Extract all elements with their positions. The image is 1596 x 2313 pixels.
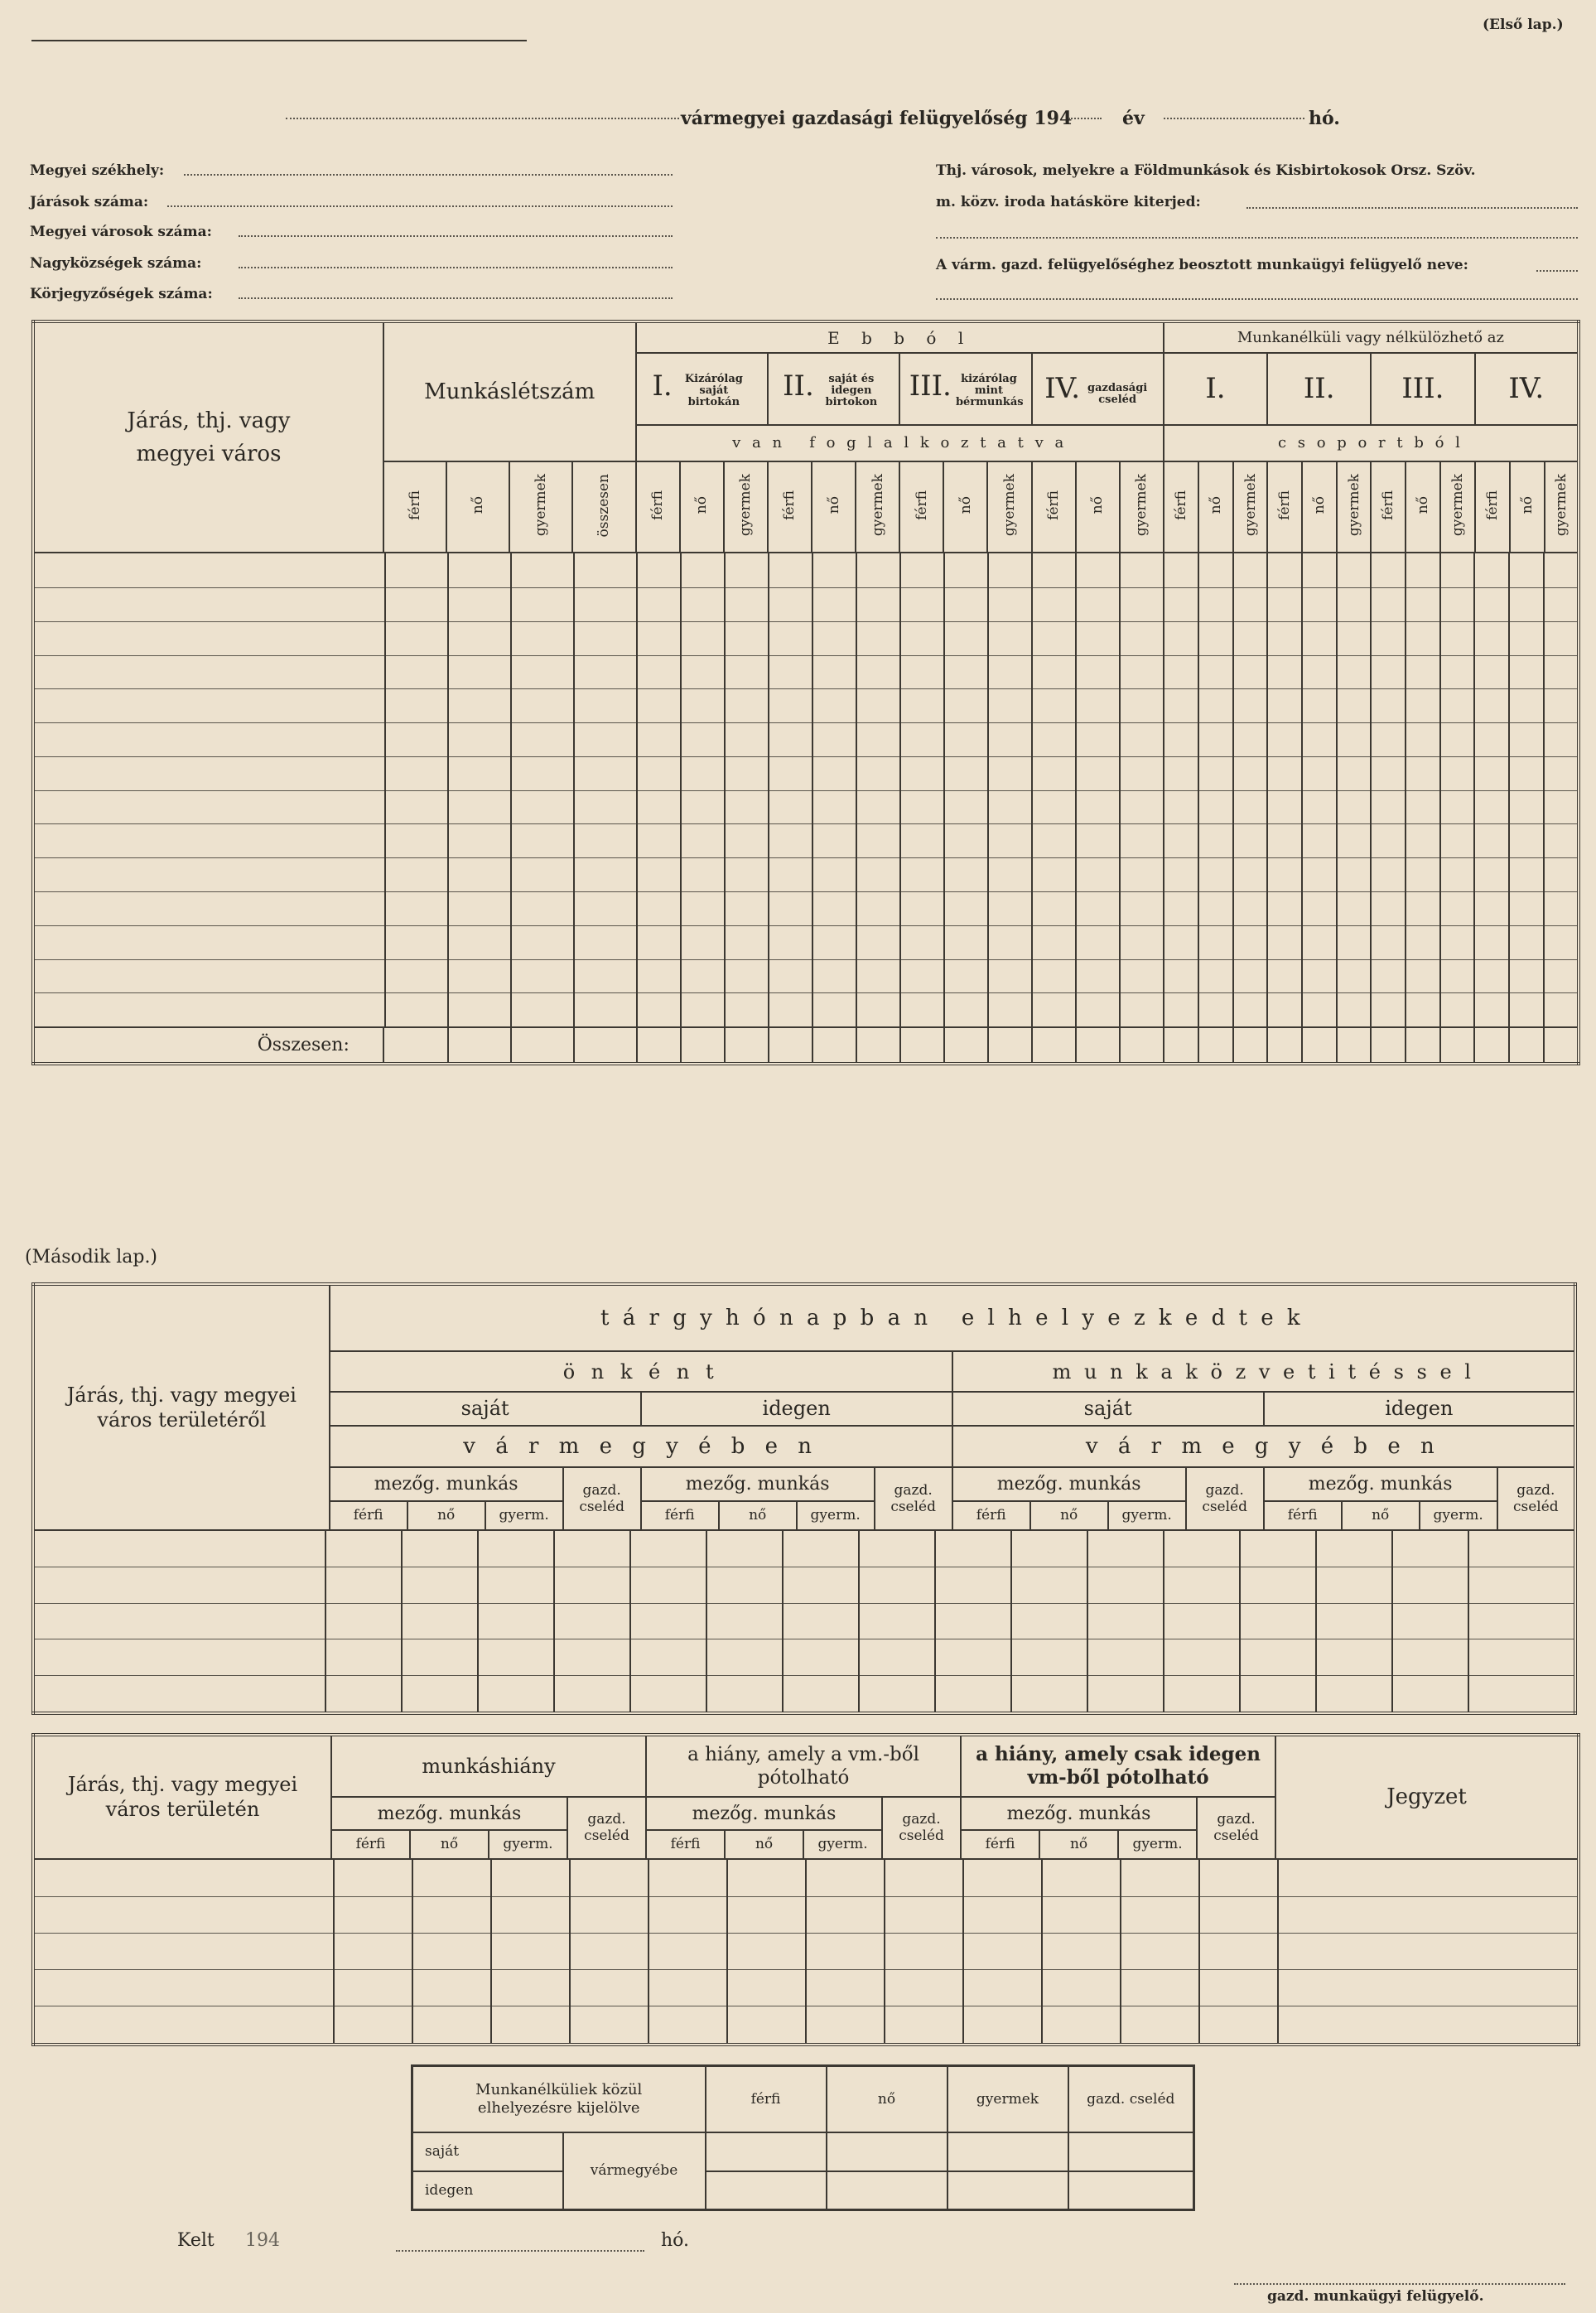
col-divider — [1508, 553, 1510, 1026]
t1-sub: nő — [719, 1501, 797, 1530]
col-divider — [884, 1860, 885, 2043]
t2-vm-potolhato: a hiány, amely a vm.-ből pótolható — [646, 1735, 961, 1797]
col-divider — [1266, 553, 1268, 1026]
t1-sajat-1: saját — [330, 1392, 641, 1426]
t1-sub: férfi — [330, 1501, 407, 1530]
col-divider — [1543, 553, 1545, 1026]
col-divider — [1075, 1028, 1077, 1062]
sub-gyermek: gyermek — [1337, 461, 1371, 553]
input-jarasok-szama[interactable] — [167, 205, 673, 207]
col-divider — [510, 553, 512, 1026]
col-divider — [726, 1860, 728, 2043]
sheet2-table1 — [31, 1282, 1577, 1715]
field-felugyelo-neve: A várm. gazd. felügyelőséghez beosztott munkaügyi felügyelő neve: — [936, 257, 1468, 273]
field-jarasok-szama: Járások száma: — [30, 194, 149, 210]
t3-cell[interactable] — [827, 2132, 947, 2171]
t1-header-onkent: ö n k é n t — [330, 1351, 952, 1392]
group-iii: III. kizárólag mint bérmunkás — [899, 353, 1031, 424]
col-divider — [899, 1028, 901, 1062]
col-divider — [1277, 1860, 1279, 2043]
t3-col-ferfi: férfi — [706, 2066, 827, 2132]
col-divider — [962, 1860, 964, 2043]
input-megyei-szekhely[interactable] — [184, 174, 673, 176]
field-thj-varosok-1: Thj. városok, melyekre a Földmunkások és Kisbirtokosok Orsz. Szöv. — [936, 162, 1476, 179]
t2-sub: nő — [410, 1830, 489, 1858]
col-divider — [1370, 553, 1372, 1026]
field-thj-varosok-2: m. közv. iroda hatásköre kiterjed: — [936, 194, 1201, 210]
t1-header-top: t á r g y h ó n a p b a n e l h e l y e z k e d t e k — [330, 1284, 1575, 1351]
sub-gyermek: gyermek — [509, 461, 572, 553]
sheet1-title: vármegyei gazdasági felügyelőség 194 — [681, 108, 1073, 129]
input-korjegyzosegek[interactable] — [239, 297, 673, 299]
t2-idegen-potolhato: a hiány, amely csak idegen vm-ből pótolható — [961, 1735, 1275, 1797]
t2-mezog: mezőg. munkás — [331, 1797, 567, 1830]
col-divider — [1301, 1028, 1303, 1062]
sheet1-label: (Első lap.) — [1483, 17, 1564, 33]
sub-ferfi: férfi — [1164, 461, 1198, 553]
row-divider — [35, 1675, 1574, 1676]
input-megyei-varosok[interactable] — [239, 235, 673, 237]
sub-ferfi: férfi — [899, 461, 943, 553]
sub-no: nő — [1198, 461, 1233, 553]
t1-sub: férfi — [641, 1501, 719, 1530]
t1-sub: gyerm. — [485, 1501, 563, 1530]
right-group-iv: IV. — [1475, 353, 1579, 424]
right-group-ii: II. — [1267, 353, 1371, 424]
col-divider — [1266, 1028, 1268, 1062]
col-divider — [573, 553, 575, 1026]
row-divider — [35, 857, 1577, 858]
sub-no: nő — [943, 461, 987, 553]
field-nagykozsegek: Nagyközségek száma: — [30, 255, 202, 272]
signature-line[interactable] — [1234, 2283, 1565, 2285]
row-divider — [35, 925, 1577, 926]
t3-cell[interactable] — [706, 2171, 827, 2210]
sub-osszesen: összesen — [572, 461, 635, 553]
group-ii: II. saját és idegen birtokon — [768, 353, 899, 424]
t1-data-rows[interactable] — [35, 1531, 1574, 1712]
row-divider — [35, 959, 1577, 960]
col-divider — [1370, 1028, 1372, 1062]
t1-idegen-2: idegen — [1264, 1392, 1575, 1426]
t2-gazd: gazd. cseléd — [882, 1797, 961, 1859]
col-divider — [858, 1531, 860, 1712]
t3-col-gazd: gazd. cseléd — [1068, 2066, 1194, 2132]
t2-jegyzet: Jegyzet — [1275, 1735, 1579, 1859]
sub-ferfi: férfi — [383, 461, 446, 553]
t2-gazd: gazd. cseléd — [567, 1797, 646, 1859]
col-divider — [724, 1028, 726, 1062]
col-divider — [1041, 1860, 1043, 2043]
input-nagykozsegek[interactable] — [239, 267, 673, 268]
col-divider — [1468, 1531, 1469, 1712]
sub-ferfi: férfi — [1032, 461, 1076, 553]
field-megyei-szekhely: Megyei székhely: — [30, 162, 165, 179]
header-van-foglalkoztatva: v a n f o g l a l k o z t a t v a — [636, 425, 1164, 461]
col-divider — [384, 553, 386, 1026]
row-divider — [35, 655, 1577, 656]
col-divider — [1232, 553, 1234, 1026]
sheet2-table3 — [411, 2064, 1195, 2211]
col-divider — [812, 1028, 813, 1062]
sheet1-table — [31, 320, 1580, 1065]
kelt-month: hó. — [661, 2230, 690, 2251]
col-divider — [1439, 553, 1441, 1026]
col-divider — [629, 1531, 631, 1712]
col-divider — [1075, 553, 1077, 1026]
t2-sub: nő — [1039, 1830, 1118, 1858]
sub-gyermek: gyermek — [856, 461, 899, 553]
title-month-suffix: hó. — [1309, 108, 1340, 129]
col-divider — [401, 1531, 403, 1712]
t1-sub: férfi — [1264, 1501, 1342, 1530]
header-jaras: Járás, thj. vagy megyei város — [33, 321, 383, 553]
t1-header-munkak: m u n k a k ö z v e t i t é s s e l — [952, 1351, 1575, 1392]
sub-no: nő — [812, 461, 856, 553]
sub-gyermek: gyermek — [1120, 461, 1164, 553]
t1-sub: nő — [1030, 1501, 1108, 1530]
row-divider — [35, 587, 1577, 588]
sub-no: nő — [1510, 461, 1545, 553]
row-divider — [35, 992, 1577, 993]
title-year-suffix: év — [1122, 108, 1145, 129]
t2-header-jaras: Járás, thj. vagy megyei város területén — [33, 1735, 331, 1859]
month-field[interactable] — [1164, 118, 1304, 119]
col-divider — [680, 553, 682, 1026]
t1-sub: nő — [407, 1501, 485, 1530]
col-divider — [1391, 1531, 1393, 1712]
col-divider — [1473, 553, 1475, 1026]
col-divider — [636, 553, 638, 1026]
t1-sub: gyerm. — [1108, 1501, 1186, 1530]
sub-ferfi: férfi — [1267, 461, 1302, 553]
t1-varm-1: v á r m e g y é b e n — [330, 1426, 952, 1468]
t3-col-no: nő — [827, 2066, 947, 2132]
t1-mezog: mezőg. munkás — [952, 1467, 1186, 1501]
input-felugyelo-neve-2[interactable] — [936, 298, 1578, 300]
sub-gyermek: gyermek — [987, 461, 1031, 553]
input-thj-varosok-2[interactable] — [936, 237, 1578, 239]
t2-mezog: mezőg. munkás — [961, 1797, 1197, 1830]
top-rule — [31, 40, 527, 41]
t3-sajat: saját — [412, 2132, 563, 2171]
sub-gyermek: gyermek — [1545, 461, 1579, 553]
header-munkanelkuli: Munkanélküli vagy nélkülözhető az — [1164, 321, 1579, 353]
col-divider — [805, 1860, 807, 2043]
row-divider — [35, 891, 1577, 892]
col-divider — [510, 1028, 512, 1062]
t3-varmegyebe: vármegyébe — [563, 2132, 706, 2210]
sub-no: nő — [680, 461, 724, 553]
sub-gyermek: gyermek — [724, 461, 768, 553]
t2-sub: férfi — [646, 1830, 725, 1858]
kelt-day-field[interactable] — [396, 2250, 644, 2252]
col-divider — [1439, 1028, 1441, 1062]
col-divider — [1508, 1028, 1510, 1062]
t2-sub: férfi — [331, 1830, 410, 1858]
col-divider — [1119, 1028, 1121, 1062]
col-divider — [1010, 1531, 1012, 1712]
t2-sub: gyerm. — [1118, 1830, 1197, 1858]
t1-gazd: gazd. cseléd — [1186, 1467, 1264, 1529]
field-megyei-varosok: Megyei városok száma: — [30, 224, 212, 240]
col-divider — [447, 553, 449, 1026]
t3-cell[interactable] — [1068, 2132, 1194, 2171]
t3-idegen: idegen — [412, 2171, 563, 2210]
data-body — [33, 553, 1579, 1027]
col-divider — [1315, 1531, 1317, 1712]
sheet2-table2 — [31, 1733, 1580, 2046]
right-group-i: I. — [1164, 353, 1267, 424]
total-cells[interactable] — [383, 1027, 1579, 1064]
signature-caption: gazd. munkaügyi felügyelő. — [1267, 2288, 1484, 2305]
col-divider — [636, 1028, 638, 1062]
t2-sub: férfi — [961, 1830, 1039, 1858]
col-divider — [333, 1860, 335, 2043]
col-divider — [899, 553, 901, 1026]
col-divider — [943, 1028, 945, 1062]
col-divider — [706, 1531, 707, 1712]
county-name-field[interactable] — [286, 118, 679, 119]
col-divider — [1543, 1028, 1545, 1062]
sub-gyermek: gyermek — [1233, 461, 1267, 553]
t1-gazd: gazd. cseléd — [875, 1467, 952, 1529]
col-divider — [1163, 1028, 1164, 1062]
sub-ferfi: férfi — [1475, 461, 1510, 553]
t1-varm-2: v á r m e g y é b e n — [952, 1426, 1575, 1468]
kelt-year: 194 — [245, 2230, 280, 2251]
sub-no: nő — [1076, 461, 1120, 553]
sheet1-data-rows[interactable] — [35, 553, 1577, 1026]
t3-cell[interactable] — [827, 2171, 947, 2210]
t2-data-rows[interactable] — [35, 1860, 1577, 2043]
sheet2-label: (Második lap.) — [25, 1247, 158, 1268]
sub-gyermek: gyermek — [1440, 461, 1474, 553]
t1-sajat-2: saját — [952, 1392, 1264, 1426]
row-divider — [35, 688, 1577, 689]
kelt-label: Kelt — [177, 2230, 215, 2251]
row-divider — [35, 722, 1577, 723]
col-divider — [1336, 553, 1338, 1026]
input-felugyelo-neve[interactable] — [1536, 270, 1578, 272]
t3-cell[interactable] — [947, 2171, 1068, 2210]
row-divider — [35, 1603, 1574, 1604]
col-divider — [1405, 1028, 1406, 1062]
t2-munkashiany: munkáshiány — [331, 1735, 646, 1797]
col-divider — [1119, 553, 1121, 1026]
col-divider — [1163, 553, 1164, 1026]
sub-no: nő — [1302, 461, 1337, 553]
sub-no: nő — [1406, 461, 1440, 553]
header-csoportbol: c s o p o r t b ó l — [1164, 425, 1579, 461]
col-divider — [477, 1531, 479, 1712]
col-divider — [934, 1531, 936, 1712]
row-divider — [35, 621, 1577, 622]
col-divider — [490, 1860, 492, 2043]
col-divider — [1336, 1028, 1338, 1062]
t2-sub: nő — [725, 1830, 803, 1858]
col-divider — [1087, 1531, 1088, 1712]
sub-ferfi: férfi — [1371, 461, 1406, 553]
right-group-iii: III. — [1371, 353, 1474, 424]
t3-cell[interactable] — [1068, 2171, 1194, 2210]
field-korjegyzosegek: Körjegyzőségek száma: — [30, 286, 213, 302]
col-divider — [447, 1028, 449, 1062]
col-divider — [648, 1860, 649, 2043]
t2-gazd: gazd. cseléd — [1197, 1797, 1275, 1859]
col-divider — [569, 1860, 571, 2043]
col-divider — [1198, 1860, 1200, 2043]
sub-no: nő — [446, 461, 509, 553]
t3-cell[interactable] — [706, 2132, 827, 2171]
col-divider — [1163, 1531, 1164, 1712]
col-divider — [812, 553, 813, 1026]
col-divider — [1031, 1028, 1033, 1062]
t3-cell[interactable] — [947, 2132, 1068, 2171]
col-divider — [1031, 553, 1033, 1026]
year-field[interactable] — [1068, 118, 1102, 119]
t2-mezog: mezőg. munkás — [646, 1797, 882, 1830]
col-divider — [1301, 553, 1303, 1026]
header-munkaslet: Munkáslétszám — [383, 321, 636, 461]
row-divider — [35, 823, 1577, 824]
col-divider — [1120, 1860, 1121, 2043]
header-ebbol: E b b ó l — [636, 321, 1164, 353]
t1-sub: gyerm. — [1420, 1501, 1497, 1530]
col-divider — [1239, 1531, 1241, 1712]
col-divider — [987, 553, 989, 1026]
t2-sub: gyerm. — [803, 1830, 882, 1858]
t1-mezog: mezőg. munkás — [330, 1467, 563, 1501]
col-divider — [1232, 1028, 1234, 1062]
t1-gazd: gazd. cseléd — [1497, 1467, 1575, 1529]
col-divider — [943, 553, 945, 1026]
col-divider — [412, 1860, 413, 2043]
col-divider — [782, 1531, 784, 1712]
t3-col-gyermek: gyermek — [947, 2066, 1068, 2132]
col-divider — [680, 1028, 682, 1062]
col-divider — [768, 553, 769, 1026]
col-divider — [1405, 553, 1406, 1026]
row-divider — [35, 790, 1577, 791]
col-divider — [856, 553, 857, 1026]
total-label: Összesen: — [33, 1027, 383, 1064]
t1-sub: gyerm. — [797, 1501, 875, 1530]
col-divider — [553, 1531, 555, 1712]
col-divider — [856, 1028, 857, 1062]
t1-sub: férfi — [952, 1501, 1030, 1530]
col-divider — [325, 1531, 326, 1712]
col-divider — [987, 1028, 989, 1062]
col-divider — [1473, 1028, 1475, 1062]
t1-mezog: mezőg. munkás — [1264, 1467, 1497, 1501]
col-divider — [1198, 553, 1199, 1026]
sub-ferfi: férfi — [768, 461, 812, 553]
input-thj-varosok[interactable] — [1246, 207, 1578, 209]
t3-head: Munkanélküliek közül elhelyezésre kijelölve — [412, 2066, 706, 2132]
t1-header-jaras: Járás, thj. vagy megyei város területéről — [33, 1284, 330, 1530]
col-divider — [724, 553, 726, 1026]
group-i: I. Kizárólag saját birtokán — [636, 353, 768, 424]
t1-mezog: mezőg. munkás — [641, 1467, 875, 1501]
t1-idegen-1: idegen — [641, 1392, 952, 1426]
col-divider — [1198, 1028, 1199, 1062]
group-iv: IV. gazdasági cseléd — [1032, 353, 1164, 424]
row-divider — [35, 756, 1577, 757]
col-divider — [768, 1028, 769, 1062]
sub-ferfi: férfi — [636, 461, 680, 553]
t2-sub: gyerm. — [489, 1830, 567, 1858]
col-divider — [573, 1028, 575, 1062]
t1-sub: nő — [1342, 1501, 1420, 1530]
t1-gazd: gazd. cseléd — [563, 1467, 641, 1529]
